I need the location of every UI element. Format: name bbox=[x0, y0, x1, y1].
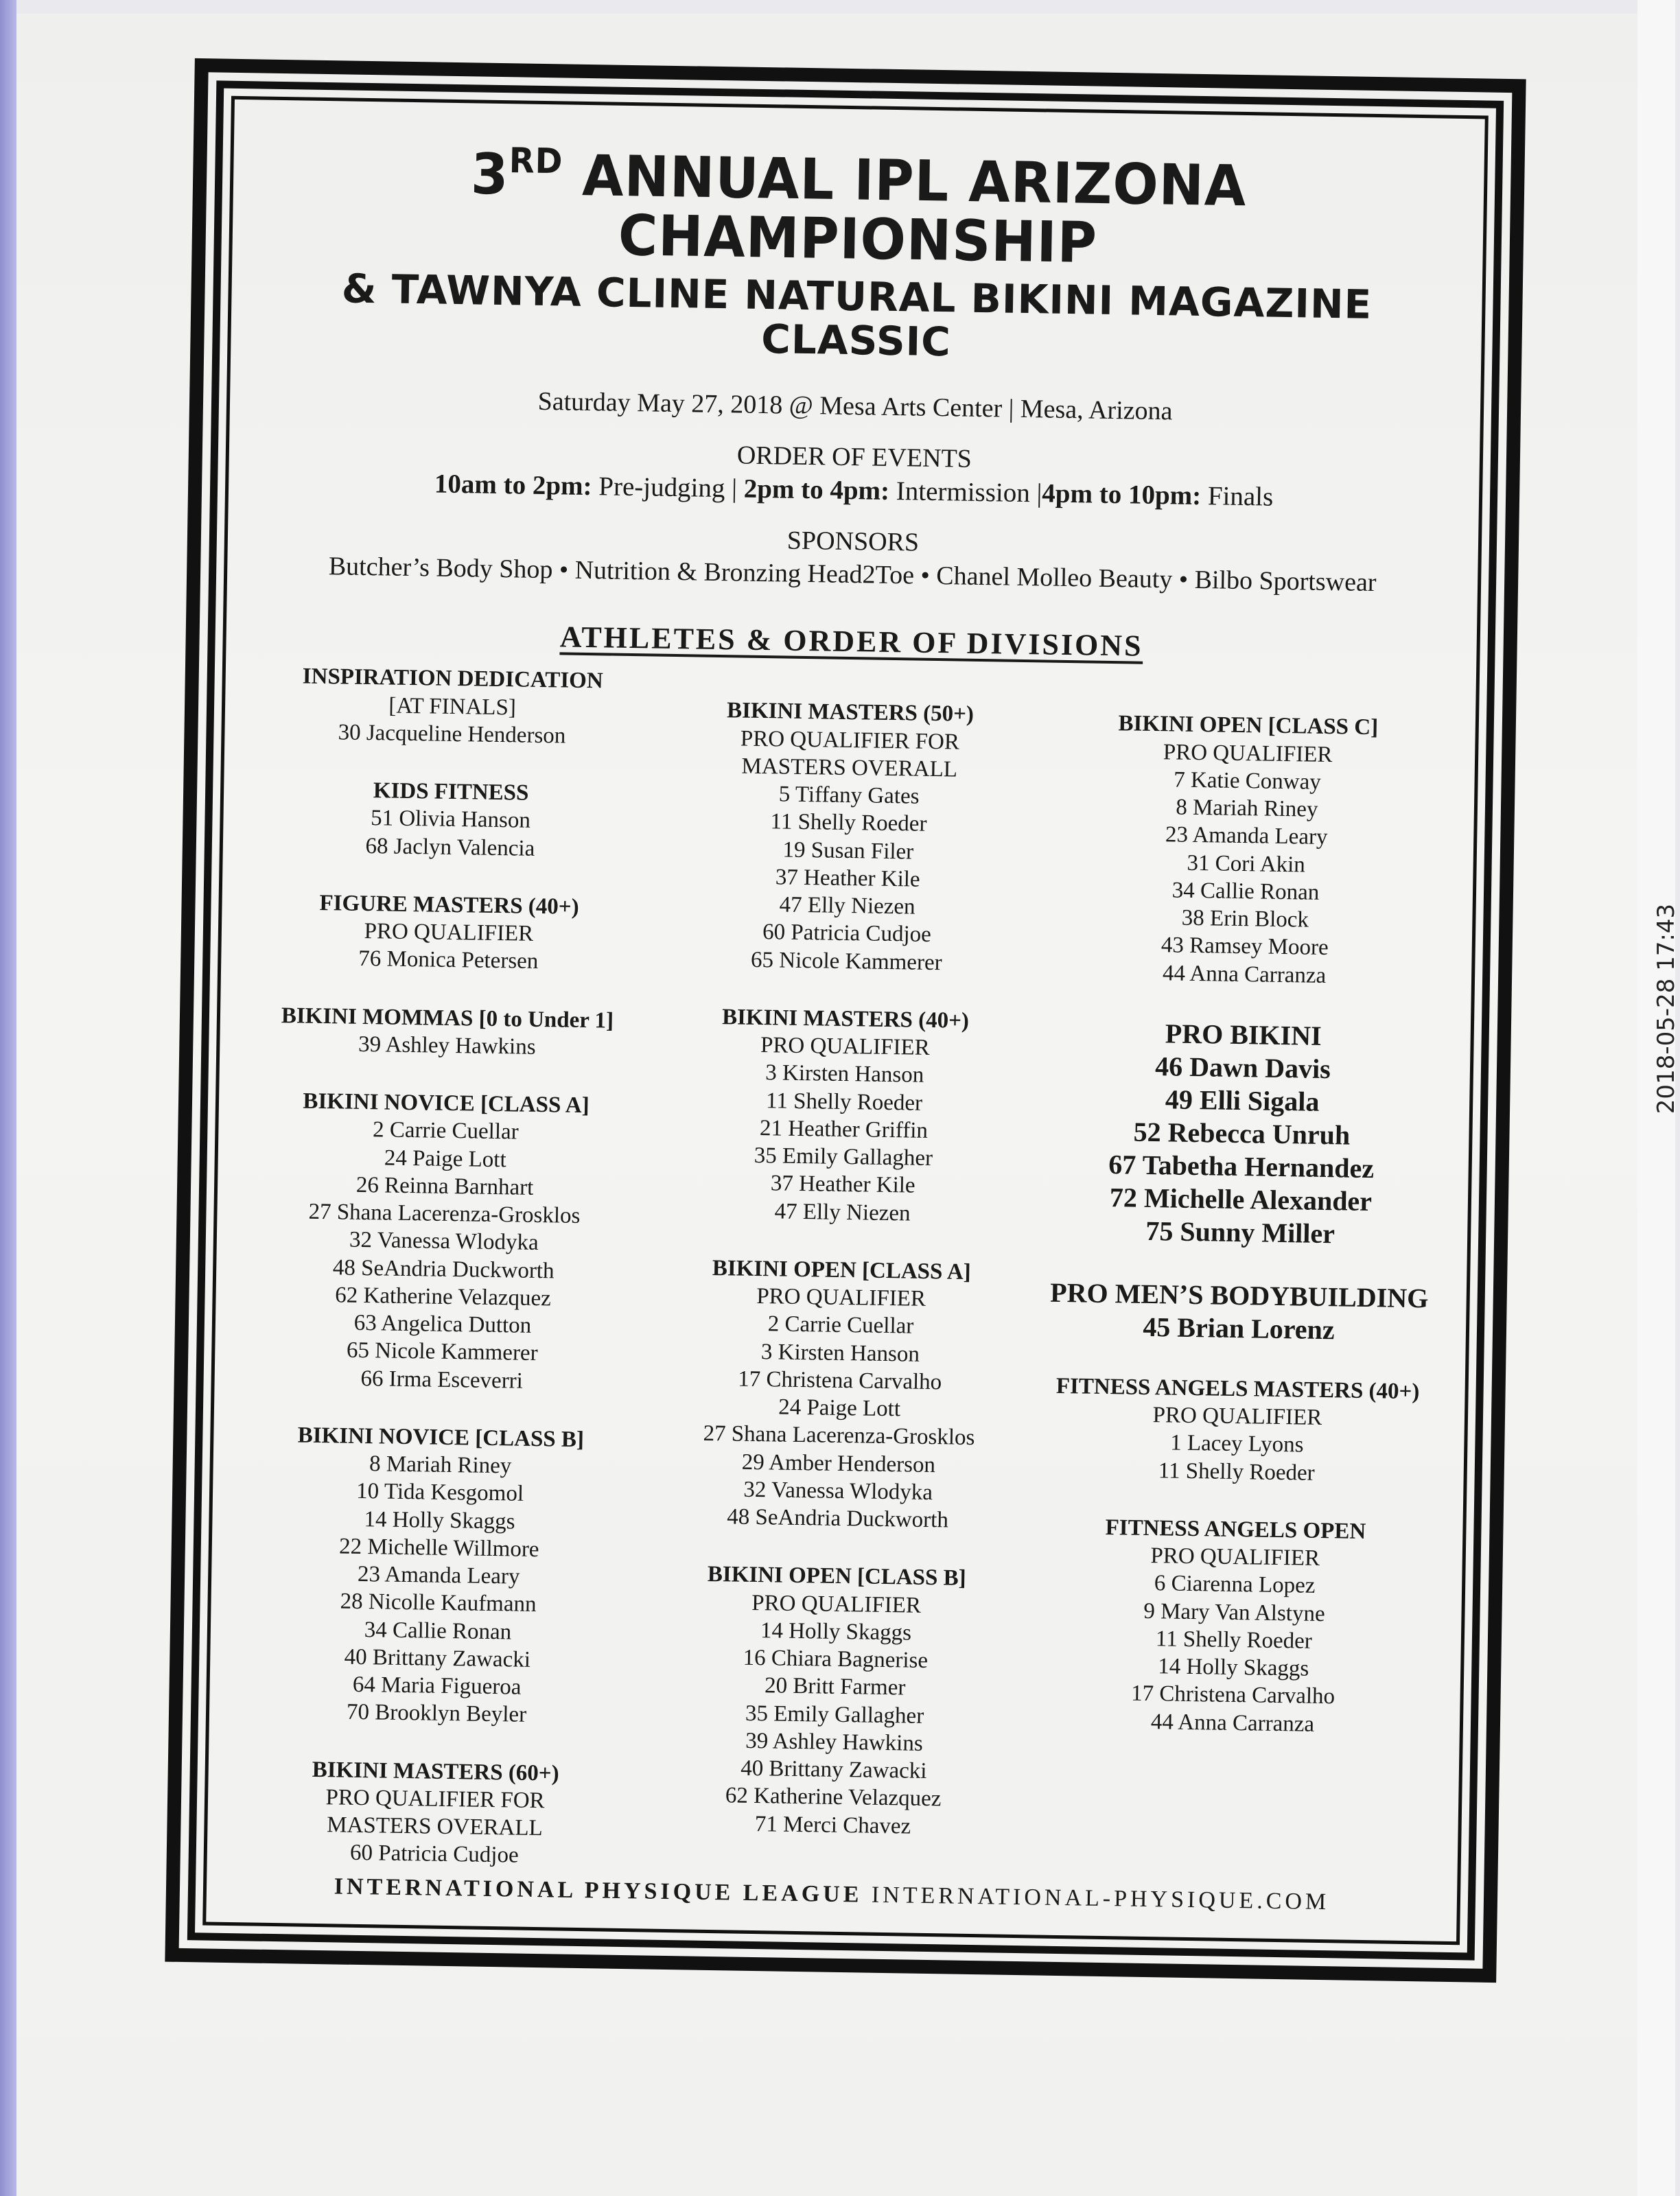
division-entry: 37 Heather Kile bbox=[770, 1171, 915, 1198]
division-entry: 14 Holly Skaggs bbox=[1157, 1654, 1309, 1681]
footer-org-name: INTERNATIONAL PHYSIQUE LEAGUE bbox=[334, 1873, 863, 1908]
division-entry: 39 Ashley Hawkins bbox=[358, 1031, 536, 1060]
division-block bbox=[1044, 1372, 1430, 1489]
division-entry: 60 Patricia Cudjoe bbox=[762, 920, 932, 948]
divisions-column-1 bbox=[242, 662, 645, 1902]
division-entry: 17 Christena Carvalho bbox=[1130, 1681, 1335, 1709]
division-entry: 34 Callie Ronan bbox=[364, 1617, 512, 1645]
division-entry: 46 Dawn Davis bbox=[1154, 1050, 1331, 1084]
division-block bbox=[249, 1087, 638, 1397]
event-label: Intermission bbox=[896, 476, 1031, 509]
division-entry: 3 Kirsten Hanson bbox=[765, 1060, 924, 1088]
division-entry: 20 Britt Farmer bbox=[764, 1673, 906, 1701]
division-entry: 16 Chiara Bagnerise bbox=[743, 1645, 929, 1674]
division-entry: 45 Brian Lorenz bbox=[1143, 1311, 1335, 1346]
division-entry: 11 Shelly Roeder bbox=[770, 809, 927, 837]
division-title: BIKINI NOVICE [CLASS B] bbox=[297, 1423, 585, 1452]
division-entry: 44 Anna Carranza bbox=[1150, 1709, 1315, 1737]
division-entry: 24 Paige Lott bbox=[778, 1394, 901, 1422]
division-block bbox=[244, 1421, 633, 1730]
division-block bbox=[1048, 1016, 1436, 1252]
division-entry: 47 Elly Niezen bbox=[774, 1199, 911, 1226]
division-entry: 10 Tida Kesgomol bbox=[355, 1479, 524, 1507]
division-entry: 76 Monica Petersen bbox=[358, 946, 539, 974]
division-entry: 29 Amber Henderson bbox=[741, 1449, 936, 1477]
division-entry: 5 Tiffany Gates bbox=[778, 782, 920, 809]
division-entry: 35 Emily Gallagher bbox=[754, 1143, 933, 1171]
divisions-column-2 bbox=[640, 696, 1043, 1908]
division-block bbox=[1040, 1512, 1428, 1740]
division-title: BIKINI MASTERS (50+) bbox=[726, 698, 975, 727]
division-block bbox=[640, 1560, 1029, 1842]
division-entry: PRO QUALIFIER FOR bbox=[740, 726, 960, 755]
division-entry: 27 Shana Lacerenza-Grosklos bbox=[308, 1199, 581, 1229]
division-entry: 19 Susan Filer bbox=[782, 837, 914, 865]
division-entry: 65 Nicole Kammerer bbox=[750, 947, 942, 975]
division-entry: 7 Katie Conway bbox=[1174, 767, 1322, 795]
event-label: Finals bbox=[1207, 481, 1274, 513]
divisions-column-3 bbox=[1038, 709, 1440, 1914]
division-entry: 30 Jacqueline Henderson bbox=[338, 720, 566, 749]
division-entry: 2 Carrie Cuellar bbox=[372, 1117, 519, 1145]
division-block bbox=[242, 1755, 628, 1871]
division-block bbox=[645, 1253, 1034, 1535]
divisions-columns bbox=[242, 662, 1441, 1914]
title-ordinal-suffix: RD bbox=[509, 140, 563, 182]
division-title: BIKINI NOVICE [CLASS A] bbox=[303, 1088, 590, 1119]
division-entry: 35 Emily Gallagher bbox=[745, 1701, 924, 1729]
division-entry: PRO QUALIFIER bbox=[364, 919, 534, 946]
division-entry: 8 Mariah Riney bbox=[369, 1451, 512, 1479]
division-entry: 48 SeAndria Duckworth bbox=[332, 1254, 555, 1284]
division-entry: 52 Rebecca Unruh bbox=[1133, 1116, 1351, 1151]
division-title: BIKINI OPEN [CLASS C] bbox=[1118, 711, 1379, 740]
division-entry: 67 Tabetha Hernandez bbox=[1108, 1148, 1375, 1184]
flyer-content bbox=[242, 142, 1449, 1917]
division-entry: 31 Cori Akin bbox=[1187, 850, 1306, 878]
division-entry: 23 Amanda Leary bbox=[357, 1562, 520, 1589]
division-block bbox=[255, 1001, 640, 1062]
division-entry: 51 Olivia Hanson bbox=[370, 806, 531, 834]
division-entry: 14 Holly Skaggs bbox=[760, 1618, 912, 1646]
division-entry: 47 Elly Niezen bbox=[779, 892, 915, 920]
event-date-location: Saturday May 27, 2018 @ Mesa Arts Center | Mesa, Arizona bbox=[537, 387, 1173, 426]
division-entry: 8 Mariah Riney bbox=[1176, 795, 1318, 822]
event-label: Pre-judging bbox=[598, 471, 725, 504]
sponsors-heading: SPONSORS bbox=[786, 526, 920, 557]
division-block bbox=[259, 662, 645, 751]
division-entry: 26 Reinna Barnhart bbox=[355, 1172, 534, 1200]
division-entry: 44 Anna Carranza bbox=[1162, 960, 1327, 988]
division-entry: 11 Shelly Roeder bbox=[1158, 1458, 1315, 1486]
division-title: FITNESS ANGELS OPEN bbox=[1105, 1515, 1366, 1544]
division-title: FITNESS ANGELS MASTERS (40+) bbox=[1055, 1373, 1420, 1405]
division-entry: 24 Paige Lott bbox=[384, 1145, 506, 1172]
division-title: PRO MEN’S BODYBUILDING bbox=[1049, 1276, 1429, 1314]
division-title: BIKINI MASTERS (40+) bbox=[721, 1005, 970, 1033]
photo-timestamp: 2018-05-28 17:43 bbox=[1653, 903, 1680, 1114]
event-separator: | bbox=[725, 474, 745, 504]
division-entry: 32 Vanessa Wlodyka bbox=[743, 1477, 933, 1505]
division-entry: PRO QUALIFIER bbox=[760, 1033, 930, 1061]
division-entry: 2 Carrie Cuellar bbox=[767, 1311, 914, 1339]
event-time: 4pm to 10pm: bbox=[1042, 478, 1202, 511]
event-title bbox=[267, 139, 1449, 279]
division-entry: 66 Irma Esceverri bbox=[360, 1366, 524, 1394]
division-block bbox=[258, 775, 644, 865]
division-entry: PRO QUALIFIER bbox=[751, 1590, 922, 1618]
division-title: BIKINI OPEN [CLASS B] bbox=[707, 1562, 966, 1591]
division-entry: 6 Ciarenna Lopez bbox=[1154, 1571, 1316, 1599]
title-ordinal: 3 bbox=[470, 142, 510, 208]
division-entry: 68 Jaclyn Valencia bbox=[365, 833, 535, 861]
division-entry: 49 Elli Sigala bbox=[1165, 1084, 1320, 1117]
division-entry: 40 Brittany Zawacki bbox=[740, 1755, 927, 1784]
division-entry: 62 Katherine Velazquez bbox=[335, 1283, 552, 1311]
division-entry: 64 Maria Figueroa bbox=[352, 1672, 522, 1700]
event-separator: | bbox=[1029, 478, 1042, 509]
division-entry: 3 Kirsten Hanson bbox=[760, 1339, 920, 1367]
background-left-edge bbox=[0, 0, 16, 2196]
division-entry: 1 Lacey Lyons bbox=[1169, 1430, 1304, 1458]
division-entry: 23 Amanda Leary bbox=[1165, 822, 1328, 850]
division-block bbox=[1047, 1276, 1432, 1348]
order-of-events-heading: ORDER OF EVENTS bbox=[736, 441, 972, 474]
division-entry: 39 Ashley Hawkins bbox=[745, 1728, 923, 1756]
division-entry: 75 Sunny Miller bbox=[1145, 1215, 1335, 1250]
division-entry: 21 Heather Griffin bbox=[759, 1115, 929, 1143]
division-entry: [AT FINALS] bbox=[388, 693, 517, 721]
event-time: 2pm to 4pm: bbox=[743, 474, 890, 506]
division-entry: 11 Shelly Roeder bbox=[765, 1088, 923, 1116]
division-entry: 11 Shelly Roeder bbox=[1155, 1626, 1313, 1654]
division-entry: PRO QUALIFIER bbox=[1163, 739, 1333, 767]
division-entry: PRO QUALIFIER FOR bbox=[325, 1785, 545, 1814]
division-entry: 62 Katherine Velazquez bbox=[725, 1783, 942, 1812]
division-entry: 14 Holly Skaggs bbox=[364, 1506, 515, 1534]
division-entry: 40 Brittany Zawacki bbox=[344, 1644, 531, 1672]
division-title: PRO BIKINI bbox=[1165, 1018, 1322, 1051]
sponsors-list: Butcher’s Body Shop • Nutrition & Bronzing Head2Toe • Chanel Molleo Beauty • Bilbo Sportswear bbox=[328, 552, 1377, 598]
division-entry: 37 Heather Kile bbox=[775, 865, 920, 892]
division-entry: MASTERS OVERALL bbox=[741, 754, 958, 782]
division-entry: 28 Nicolle Kaufmann bbox=[340, 1589, 537, 1617]
division-entry: PRO QUALIFIER bbox=[756, 1284, 926, 1312]
division-entry: 38 Erin Block bbox=[1181, 905, 1309, 933]
division-block bbox=[256, 888, 642, 977]
division-entry: 17 Christena Carvalho bbox=[738, 1366, 942, 1395]
division-entry: 48 SeAndria Duckworth bbox=[727, 1504, 949, 1533]
division-title: KIDS FITNESS bbox=[373, 778, 529, 806]
division-entry: PRO QUALIFIER bbox=[1152, 1403, 1322, 1431]
event-subtitle: & TAWNYA CLINE NATURAL BIKINI MAGAZINE CLASSIC bbox=[341, 265, 1373, 365]
division-title: INSPIRATION DEDICATION bbox=[302, 664, 603, 694]
division-entry: 43 Ramsey Moore bbox=[1160, 933, 1329, 961]
division-title: BIKINI OPEN [CLASS A] bbox=[712, 1255, 971, 1285]
division-entry: 65 Nicole Kammerer bbox=[346, 1338, 538, 1366]
division-title: FIGURE MASTERS (40+) bbox=[319, 890, 579, 920]
division-entry: 63 Angelica Dutton bbox=[353, 1310, 532, 1338]
division-entry: 22 Michelle Willmore bbox=[338, 1534, 539, 1562]
athletes-divisions-heading: ATHLETES & ORDER OF DIVISIONS bbox=[559, 620, 1143, 664]
flyer-frame bbox=[165, 58, 1526, 1983]
division-block bbox=[654, 696, 1042, 978]
division-block bbox=[1052, 709, 1440, 991]
footer-website: INTERNATIONAL-PHYSIQUE.COM bbox=[871, 1882, 1330, 1915]
division-title: BIKINI MASTERS (60+) bbox=[312, 1757, 559, 1786]
division-entry: 27 Shana Lacerenza-Grosklos bbox=[703, 1421, 975, 1451]
event-time: 10am to 2pm: bbox=[434, 469, 592, 502]
division-entry: 9 Mary Van Alstyne bbox=[1143, 1598, 1325, 1626]
division-entry: MASTERS OVERALL bbox=[326, 1812, 543, 1841]
division-entry: 34 Callie Ronan bbox=[1171, 878, 1320, 905]
division-entry: 32 Vanessa Wlodyka bbox=[349, 1228, 539, 1256]
division-entry: 71 Merci Chavez bbox=[754, 1811, 911, 1839]
division-title: BIKINI MOMMAS [0 to Under 1] bbox=[281, 1003, 614, 1033]
division-entry: 70 Brooklyn Beyler bbox=[346, 1700, 527, 1728]
division-entry: 60 Patricia Cudjoe bbox=[349, 1841, 519, 1869]
division-block bbox=[650, 1002, 1038, 1229]
division-entry: PRO QUALIFIER bbox=[1150, 1543, 1320, 1572]
division-entry: 72 Michelle Alexander bbox=[1109, 1181, 1373, 1217]
title-text: ANNUAL IPL ARIZONA CHAMPIONSHIP bbox=[562, 143, 1248, 276]
